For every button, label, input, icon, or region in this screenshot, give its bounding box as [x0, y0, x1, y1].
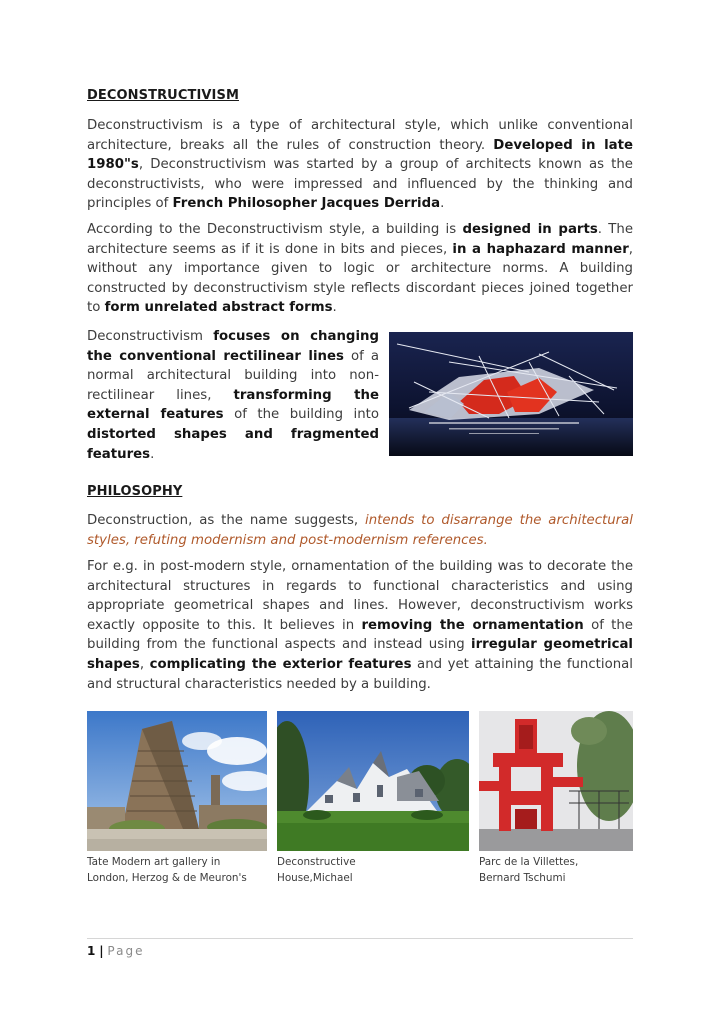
- bold-text-run: removing the ornamentation: [361, 617, 584, 633]
- caption-parc-de-la-villette: [479, 855, 578, 886]
- figure-deconstructivist-building: [389, 332, 633, 456]
- page-separator: |: [99, 944, 104, 958]
- text-run: ,: [139, 656, 150, 672]
- page-footer: [87, 944, 144, 958]
- footer-divider: [87, 938, 633, 939]
- text-run: of a normal architectural building into non-rectilinear lines,: [87, 348, 379, 403]
- paragraph-rectilinear: [87, 327, 379, 464]
- caption-line: Tate Modern art gallery in: [87, 856, 221, 868]
- paragraph-intro: [87, 116, 633, 214]
- text-run: , Deconstructivism was started by a group of architects known as the deconstructivists, who were impressed and influenced by the thinking and principles of: [87, 157, 633, 212]
- caption-tate-modern: [87, 855, 247, 886]
- bold-text-run: complicating the exterior features: [149, 656, 412, 672]
- text-run: and yet attaining the functional and structural characteristics needed by a building.: [87, 656, 633, 692]
- text-run: of the building from the functional aspects and instead using: [87, 617, 633, 653]
- text-run: Deconstructivism is a type of architectural style, which unlike conventional architecture, breaks all the rules of construction theory.: [87, 118, 633, 153]
- highlighted-text-run: intends to disarrange the architectural styles, refuting modernism and post-modernism references.: [87, 513, 633, 548]
- text-run: According to the Deconstructivism style, a building is: [87, 222, 463, 237]
- caption-deconstructive-house: [277, 855, 356, 886]
- page-label: Page: [107, 944, 145, 958]
- text-run: For e.g. in post-modern style, ornamentation of the building was to decorate the architectural structures in regards to functional characteristics and using appropriate geometrical shapes and lines. However, deconstructivism works exactly opposite to this. It believes in: [87, 559, 633, 633]
- bold-text-run: in a haphazard manner: [452, 241, 629, 257]
- bold-text-run: form unrelated abstract forms: [104, 300, 333, 316]
- section-heading-philosophy: PHILOSOPHY: [87, 484, 183, 499]
- caption-line: Parc de la Villettes,: [479, 856, 579, 868]
- text-run: .: [440, 196, 445, 212]
- bold-text-run: irregular geometrical shapes: [87, 637, 633, 672]
- bold-text-run: distorted shapes and fragmented features: [87, 426, 379, 462]
- photo-parc-de-la-villette: [479, 711, 633, 851]
- section-heading-deconstructivism: DECONSTRUCTIVISM: [87, 88, 239, 103]
- bold-text-run: focuses on changing the conventional rectilinear lines: [87, 329, 379, 364]
- text-run: Deconstruction, as the name suggests,: [87, 513, 365, 528]
- paragraph-designed-in-parts: [87, 220, 633, 318]
- caption-line: Deconstructive: [277, 856, 356, 868]
- bold-text-run: transforming the external features: [87, 387, 379, 423]
- bold-text-run: French Philosopher Jacques Derrida: [172, 196, 441, 212]
- paragraph-deconstruction: [87, 511, 633, 550]
- caption-line: House,Michael: [277, 871, 353, 884]
- caption-line: Bernard Tschumi: [479, 871, 566, 884]
- photo-deconstructive-house: [277, 711, 469, 851]
- text-run: . The architecture seems as if it is done in bits and pieces,: [87, 222, 633, 257]
- building-illustration: [389, 332, 633, 456]
- bold-text-run: Developed in late 1980"s: [87, 137, 633, 173]
- page-number: 1: [87, 944, 96, 958]
- paragraph-post-modern: [87, 557, 633, 694]
- text-run: .: [332, 300, 337, 316]
- bold-text-run: designed in parts: [462, 222, 598, 237]
- folly-illustration: [479, 711, 633, 851]
- text-run: .: [150, 446, 155, 462]
- caption-line: London, Herzog & de Meuron's: [87, 871, 247, 884]
- house-illustration: [277, 711, 469, 851]
- text-run: Deconstructivism: [87, 329, 214, 344]
- text-run: of the building into: [223, 407, 379, 423]
- tate-modern-illustration: [87, 711, 267, 851]
- text-run: , without any importance given to logic or architecture norms. A building constructed by deconstructivism style reflects discordant pieces joined together to: [87, 241, 633, 316]
- photo-tate-modern: [87, 711, 267, 851]
